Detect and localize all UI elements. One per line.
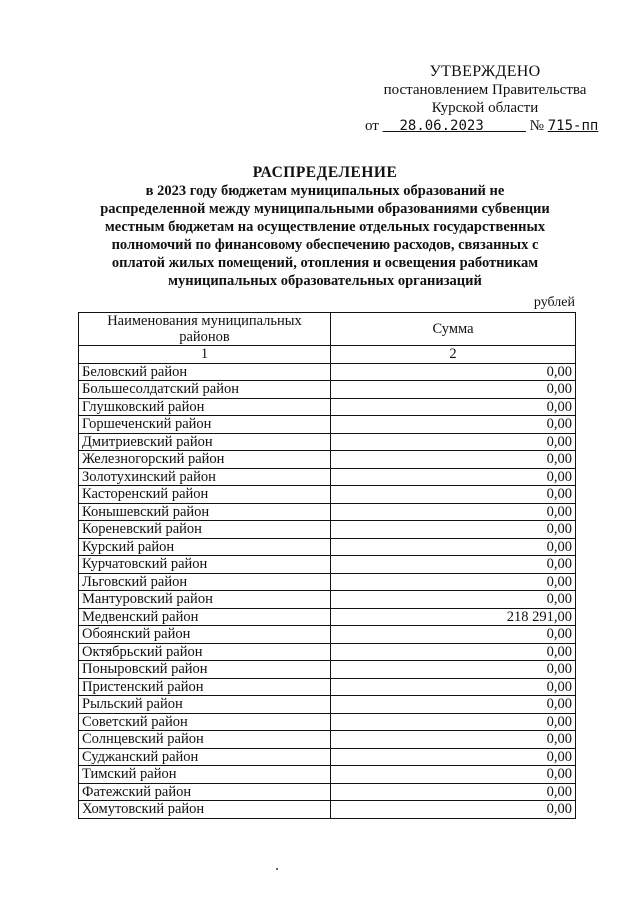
scan-speck	[276, 868, 278, 870]
district-sum: 0,00	[331, 696, 576, 714]
district-name: Глушковский район	[79, 398, 331, 416]
date-prefix: от	[365, 118, 379, 134]
table-row	[79, 678, 576, 696]
table-row	[79, 363, 576, 381]
table-row	[79, 801, 576, 819]
district-sum: 0,00	[331, 783, 576, 801]
district-sum: 0,00	[331, 801, 576, 819]
district-sum: 0,00	[331, 416, 576, 434]
table-row	[79, 748, 576, 766]
district-name: Золотухинский район	[79, 468, 331, 486]
district-name: Дмитриевский район	[79, 433, 331, 451]
district-sum: 0,00	[331, 468, 576, 486]
district-name: Касторенский район	[79, 486, 331, 504]
column-number-row	[79, 346, 576, 364]
title-heading: РАСПРЕДЕЛЕНИЕ	[252, 164, 398, 181]
district-sum: 0,00	[331, 433, 576, 451]
district-sum: 0,00	[331, 661, 576, 679]
table-row	[79, 766, 576, 784]
district-sum: 0,00	[331, 573, 576, 591]
district-name: Хомутовский район	[79, 801, 331, 819]
district-name: Рыльский район	[79, 696, 331, 714]
district-sum: 0,00	[331, 503, 576, 521]
table-row	[79, 643, 576, 661]
table-row	[79, 538, 576, 556]
table-row	[79, 573, 576, 591]
table-row	[79, 433, 576, 451]
title-line: оплатой жилых помещений, отопления и освещения работникам	[111, 255, 539, 271]
table-header-row	[79, 313, 576, 346]
district-sum: 0,00	[331, 486, 576, 504]
district-sum: 0,00	[331, 398, 576, 416]
district-name: Поныровский район	[79, 661, 331, 679]
district-name: Пристенский район	[79, 678, 331, 696]
district-name: Солнцевский район	[79, 731, 331, 749]
district-name: Обоянский район	[79, 626, 331, 644]
district-sum: 0,00	[331, 556, 576, 574]
document-title	[70, 164, 580, 290]
approval-date: 28.06.2023	[399, 118, 484, 134]
table-row	[79, 783, 576, 801]
district-name: Медвенский район	[79, 608, 331, 626]
table-row	[79, 468, 576, 486]
district-name: Мантуровский район	[79, 591, 331, 609]
district-name: Фатежский район	[79, 783, 331, 801]
district-sum: 0,00	[331, 626, 576, 644]
column-header-name: Наименования муниципальных районов	[79, 313, 331, 346]
table-row	[79, 521, 576, 539]
district-name: Кореневский район	[79, 521, 331, 539]
district-name: Тимский район	[79, 766, 331, 784]
title-line: полномочий по финансовому обеспечению расходов, связанных с	[111, 237, 539, 253]
table-row	[79, 503, 576, 521]
title-line: муниципальных образовательных организаций	[168, 273, 482, 289]
district-name: Конышевский район	[79, 503, 331, 521]
district-sum: 0,00	[331, 451, 576, 469]
distribution-table	[78, 312, 576, 819]
title-line: в 2023 году бюджетам муниципальных образований не	[145, 183, 505, 199]
table-row	[79, 591, 576, 609]
table-row	[79, 486, 576, 504]
district-name: Льговский район	[79, 573, 331, 591]
district-name: Курский район	[79, 538, 331, 556]
table-row	[79, 696, 576, 714]
table-row	[79, 608, 576, 626]
district-sum: 0,00	[331, 766, 576, 784]
approval-heading: УТВЕРЖДЕНО	[429, 63, 541, 80]
column-number-1: 1	[79, 346, 331, 364]
district-sum: 0,00	[331, 521, 576, 539]
table-row	[79, 661, 576, 679]
district-name: Курчатовский район	[79, 556, 331, 574]
table-row	[79, 381, 576, 399]
district-sum: 0,00	[331, 748, 576, 766]
district-sum: 0,00	[331, 363, 576, 381]
title-line: распределенной между муниципальными образованиями субвенции	[100, 201, 550, 217]
district-name: Большесолдатский район	[79, 381, 331, 399]
district-sum: 0,00	[331, 643, 576, 661]
table-row	[79, 451, 576, 469]
district-sum: 0,00	[331, 731, 576, 749]
district-name: Суджанский район	[79, 748, 331, 766]
approval-line-1: постановлением Правительства	[383, 82, 587, 98]
district-name: Советский район	[79, 713, 331, 731]
approval-line-2: Курской области	[431, 100, 539, 116]
district-sum: 0,00	[331, 713, 576, 731]
district-sum: 0,00	[331, 591, 576, 609]
column-number-2: 2	[331, 346, 576, 364]
district-sum: 218 291,00	[331, 608, 576, 626]
approval-date-line	[365, 117, 605, 135]
district-name: Горшеченский район	[79, 416, 331, 434]
table-row	[79, 626, 576, 644]
table-row	[79, 713, 576, 731]
district-name: Железногорский район	[79, 451, 331, 469]
table-row	[79, 416, 576, 434]
table-row	[79, 556, 576, 574]
district-name: Октябрьский район	[79, 643, 331, 661]
district-sum: 0,00	[331, 678, 576, 696]
district-sum: 0,00	[331, 538, 576, 556]
approval-block	[365, 63, 605, 135]
title-line: местным бюджетам на осуществление отдельных государственных	[104, 219, 546, 235]
table-row	[79, 731, 576, 749]
table-row	[79, 398, 576, 416]
number-prefix: №	[529, 118, 544, 134]
column-header-sum: Сумма	[331, 313, 576, 346]
district-name: Беловский район	[79, 363, 331, 381]
units-label: рублей	[533, 295, 575, 310]
approval-number: 715-пп	[547, 118, 599, 134]
district-sum: 0,00	[331, 381, 576, 399]
